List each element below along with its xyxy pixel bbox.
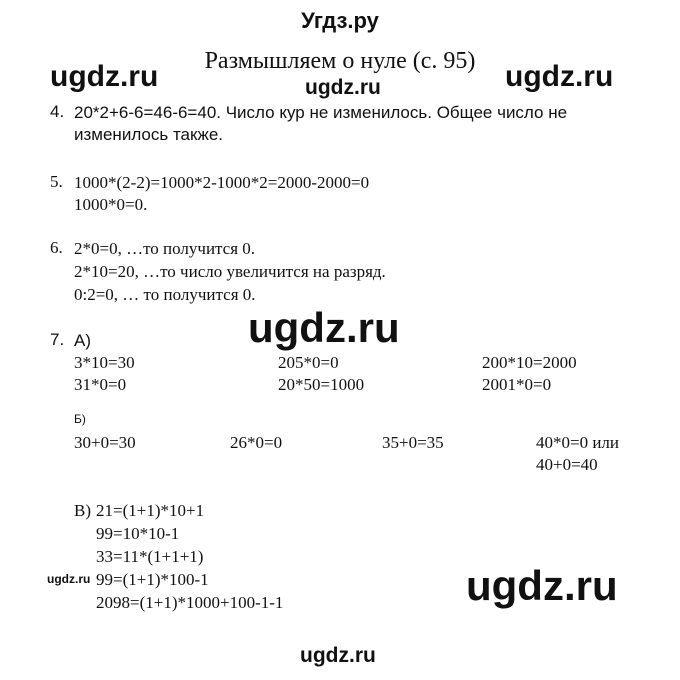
task-6-number: 6. xyxy=(50,238,63,257)
task-7a-cell: 31*0=0 xyxy=(74,375,127,394)
site-header: Угдз.ру xyxy=(301,8,379,33)
task-7b-cell: 35+0=35 xyxy=(382,433,444,452)
task-4-line: изменилось также. xyxy=(74,125,223,144)
task-7b-cell: 26*0=0 xyxy=(230,433,283,452)
task-7a-cell: 200*10=2000 xyxy=(482,353,577,372)
task-4-line: 20*2+6-6=46-6=40. Число кур не изменилось. Общее число не xyxy=(74,103,568,122)
task-7v-line: 99=(1+1)*100-1 xyxy=(96,570,209,589)
watermark: ugdz.ru xyxy=(50,60,159,93)
task-7v-line: 99=10*10-1 xyxy=(96,524,180,543)
task-7a-cell: 3*10=30 xyxy=(74,353,135,372)
task-7v-line: 21=(1+1)*10+1 xyxy=(96,501,205,520)
task-7v-line: 2098=(1+1)*1000+100-1-1 xyxy=(96,593,284,612)
watermark: ugdz.ru xyxy=(47,572,91,586)
watermark: ugdz.ru xyxy=(248,304,400,351)
task-5-line: 1000*0=0. xyxy=(74,195,148,214)
task-6-line: 2*10=20, …то число увеличится на разряд. xyxy=(74,262,386,281)
task-7a-cell: 2001*0=0 xyxy=(482,375,552,394)
page-title: Размышляем о нуле (с. 95) xyxy=(204,48,476,74)
watermark: ugdz.ru xyxy=(466,562,618,609)
watermark: ugdz.ru xyxy=(300,644,376,667)
task-7-number: 7. xyxy=(50,330,65,349)
task-5-number: 5. xyxy=(50,172,63,191)
watermark: ugdz.ru xyxy=(505,60,614,93)
watermark: ugdz.ru xyxy=(305,76,381,99)
task-7b-label: Б) xyxy=(74,412,86,426)
task-7v-line: 33=11*(1+1+1) xyxy=(96,547,204,566)
task-7a-cell: 205*0=0 xyxy=(278,353,339,372)
task-5-line: 1000*(2-2)=1000*2-1000*2=2000-2000=0 xyxy=(74,173,370,192)
task-6-line: 0:2=0, … то получится 0. xyxy=(74,285,256,304)
task-7a-label: А) xyxy=(74,331,91,350)
task-7b-cell: 30+0=30 xyxy=(74,433,136,452)
task-6-line: 2*0=0, …то получится 0. xyxy=(74,239,256,258)
task-4-number: 4. xyxy=(50,102,65,121)
task-7b-cell: 40+0=40 xyxy=(536,455,598,474)
task-7a-cell: 20*50=1000 xyxy=(278,375,365,394)
task-7b-cell: 40*0=0 или xyxy=(536,433,620,452)
task-7v-label: В) xyxy=(74,501,91,520)
